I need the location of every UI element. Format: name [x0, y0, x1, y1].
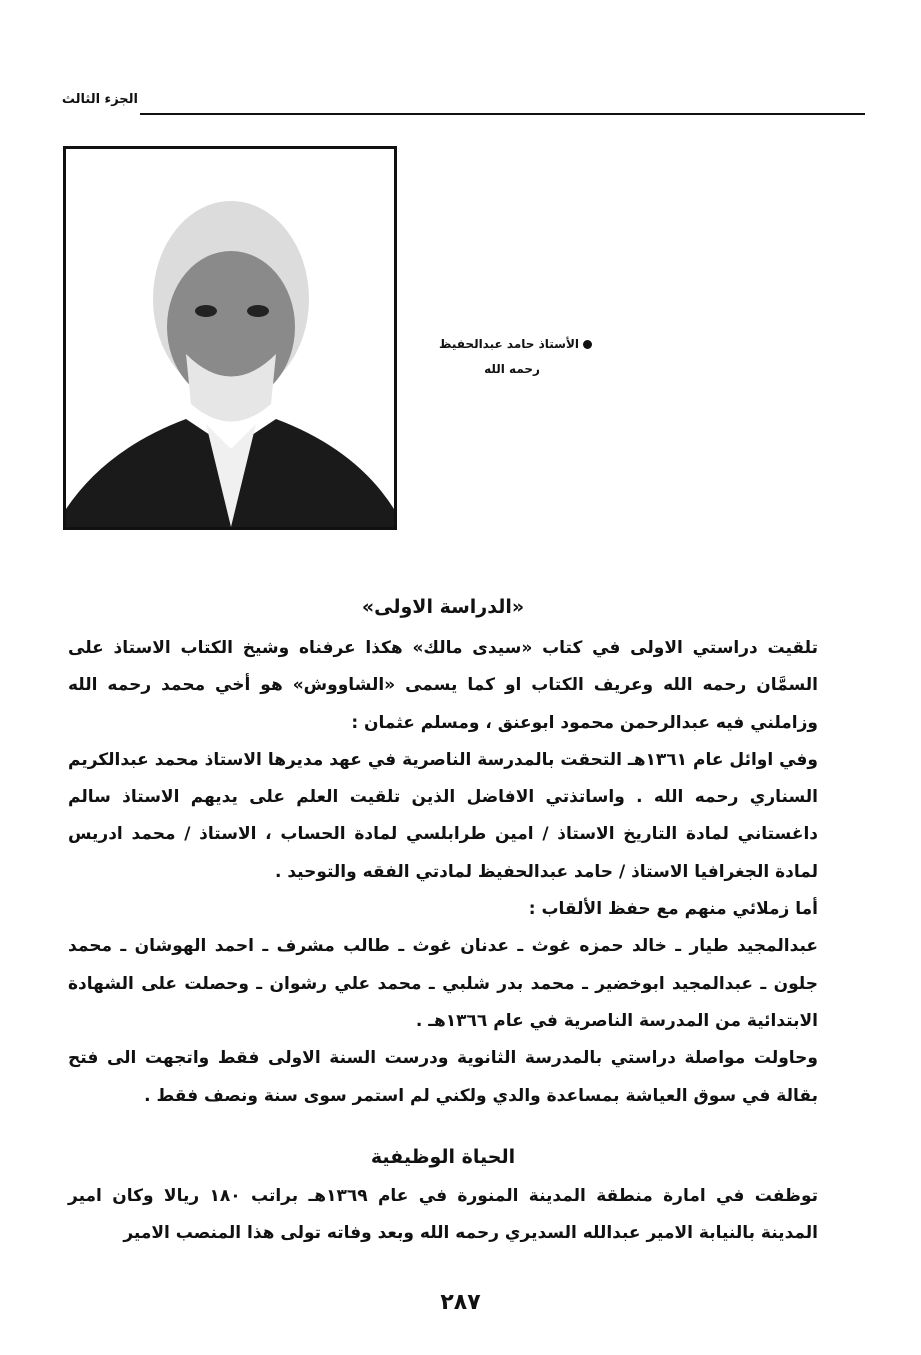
caption-name: الأستاذ حامد عبدالحفيظ [439, 337, 579, 351]
header-part-title: الجزء الثالث [61, 92, 138, 107]
paragraph: عبدالمجيد طيار ـ خالد حمزه غوث ـ عدنان غوث ـ طالب مشرف ـ احمد الهوشان ـ محمد جلون ـ عبدالمجيد ابوخضير ـ محمد بدر شلبي ـ محمد علي رشوان ـ وحصلت على الشهادة الابتدائية من المدرسة الناصرية في عام ١٣٦٦هـ . [68, 936, 818, 1031]
paragraph: أما زملائي منهم مع حفظ الألقاب : [528, 899, 818, 920]
header-rule [140, 113, 865, 115]
section-heading-career: الحياة الوظيفية [370, 1146, 516, 1168]
portrait-image [66, 149, 394, 527]
bullet-icon [583, 340, 592, 349]
section-heading-first-study: «الدراسة الاولى» [361, 596, 525, 618]
section-body-career [68, 1178, 818, 1253]
section-body-first-study [68, 630, 818, 1115]
caption-prayer: رحمه الله [484, 362, 540, 376]
page-number: ٢٨٧ [440, 1290, 481, 1315]
photo-caption [412, 332, 592, 382]
paragraph: وحاولت مواصلة دراستي بالمدرسة الثانوية ودرست السنة الاولى فقط واتجهت الى فتح بقالة في سوق العياشة بمساعدة والدي ولكني لم استمر سوى سنة ونصف فقط . [68, 1048, 818, 1106]
running-header [61, 92, 865, 118]
paragraph: توظفت في امارة منطقة المدينة المنورة في عام ١٣٦٩هـ براتب ١٨٠ ريالا وكان امير المدينة بالنيابة الامير عبدالله السديري رحمه الله وبعد وفاته تولى هذا المنصب الامير [68, 1186, 818, 1244]
paragraph: تلقيت دراستي الاولى في كتاب «سيدى مالك» هكذا عرفناه وشيخ الكتاب الاستاذ على السمَّان رحمه الله وعريف الكتاب او كما يسمى «الشاووش» هو أخي محمد رحمه الله وزاملني فيه عبدالرحمن محمود ابوعنق ، ومسلم عثمان : [68, 638, 818, 733]
portrait-photo [63, 146, 397, 530]
paragraph: وفي اوائل عام ١٣٦١هـ التحقت بالمدرسة الناصرية في عهد مديرها الاستاذ محمد عبدالكريم السناري رحمه الله . واساتذتي الافاضل الذين تلقيت العلم على يديهم الاستاذ سالم داغستاني لمادة التاريخ الاستاذ / امين طرابلسي لمادة الحساب ، الاستاذ / محمد ادريس لمادة الجغرافيا الاستاذ / حامد عبدالحفيظ لمادتي الفقه والتوحيد . [68, 749, 819, 882]
